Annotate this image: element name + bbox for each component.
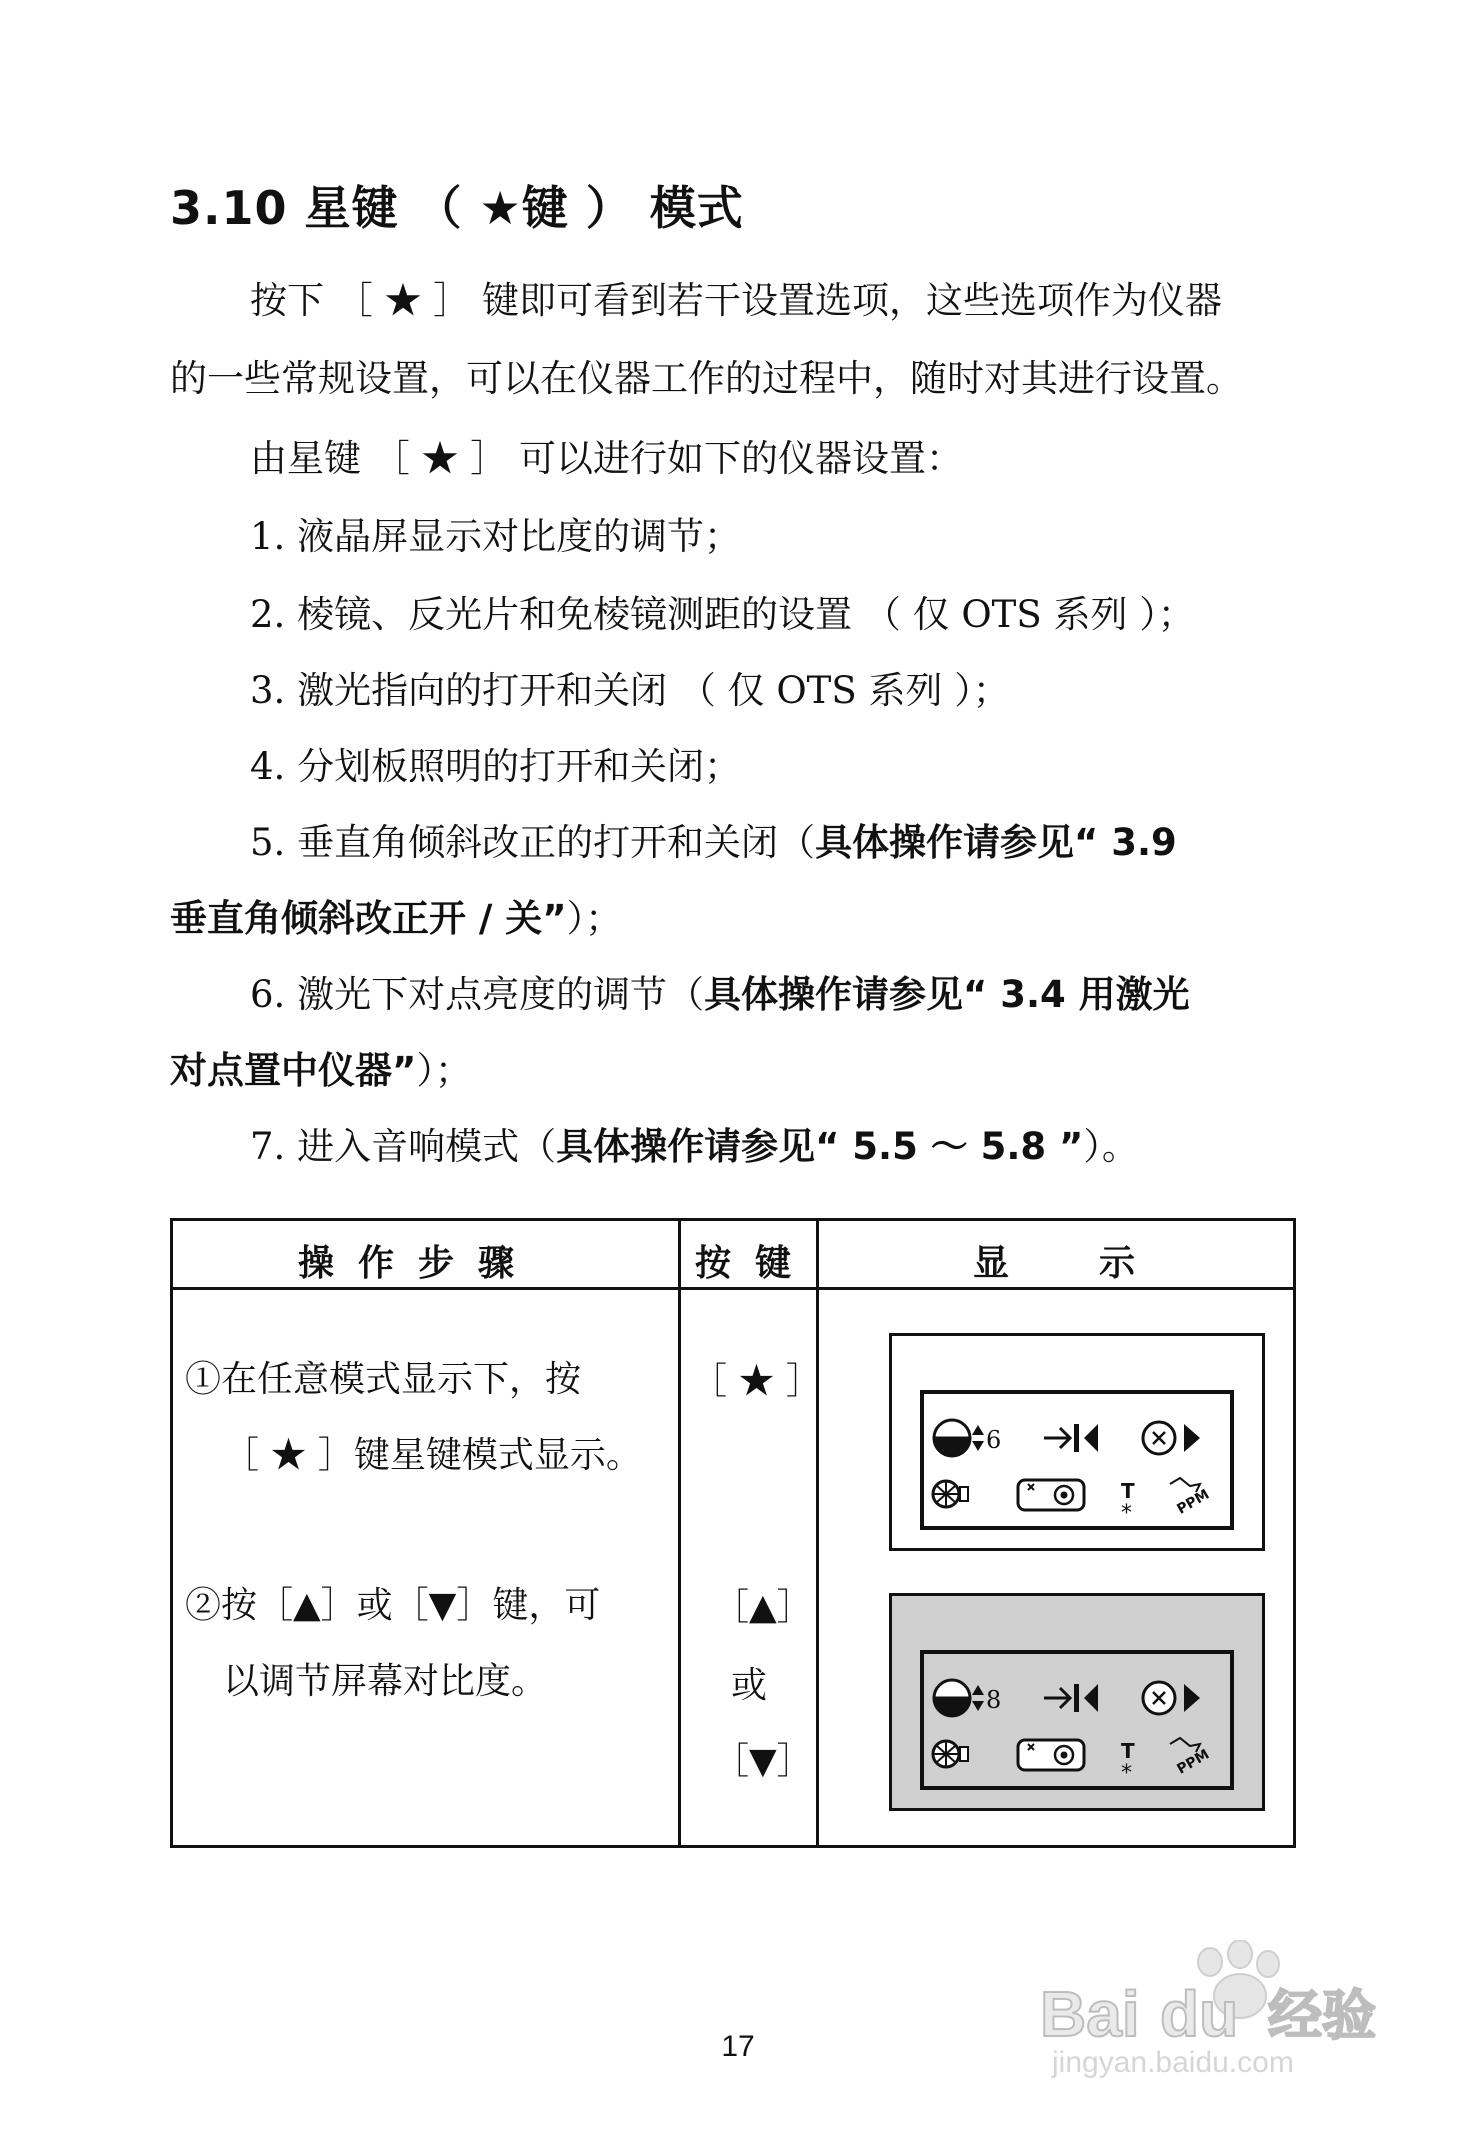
- list-item-6-line-2: [170, 1040, 472, 1094]
- list-item-5-reference: 具体操作请参见“ 3.9: [815, 821, 1177, 864]
- key-up: ［▲］: [713, 1587, 813, 1628]
- operation-table: [170, 1218, 1296, 1848]
- lcd-panel: [920, 1650, 1234, 1790]
- list-item-5-line-2: [170, 888, 622, 942]
- table-divider: [816, 1221, 819, 1845]
- intro-line-3: 由星键 ［ ★ ］ 可以进行如下的仪器设置：: [250, 437, 964, 480]
- list-item-6-reference: 具体操作请参见“ 3.4 用激光: [704, 973, 1190, 1016]
- reticle-illumination-icon: [933, 1481, 968, 1507]
- contrast-value: 8: [986, 1686, 1002, 1714]
- step-1-line-2: ［ ★ ］键星键模式显示。: [223, 1435, 642, 1476]
- prism-icon: [1018, 1480, 1084, 1510]
- ppm-label: PPM: [1174, 1486, 1213, 1518]
- list-item-3: 3. 激光指向的打开和关闭 （ 仅 OTS 系列 ）；: [250, 669, 1010, 712]
- header-steps: 操作步骤: [298, 1243, 539, 1284]
- prism-icon: [1018, 1740, 1084, 1770]
- list-item-7-reference: 具体操作请参见“ 5.5 ～ 5.8 ”: [556, 1125, 1084, 1168]
- intro-line-1: 按下 ［ ★ ］ 键即可看到若干设置选项，这些选项作为仪器: [250, 279, 1223, 322]
- ppm-icon: [1170, 1478, 1212, 1518]
- list-item-5-text: 5. 垂直角倾斜改正的打开和关闭（: [250, 821, 816, 864]
- list-item-5-reference-cont: 垂直角倾斜改正开 / 关”: [170, 897, 567, 940]
- table-divider: [678, 1221, 681, 1845]
- header-display: 显示: [973, 1243, 1226, 1284]
- contrast-icon: [934, 1680, 984, 1716]
- list-item-6-line-1: [250, 964, 1190, 1018]
- key-or: 或: [731, 1665, 768, 1706]
- step-2-line-1: ②按［▲］或［▼］键，可: [185, 1585, 601, 1626]
- page-number: 17: [721, 2030, 755, 2063]
- lcd-icons: [924, 1654, 1230, 1786]
- step-1-line-1: ①在任意模式显示下，按: [185, 1359, 582, 1400]
- section-heading: 3.10 星键 （ ★键 ） 模式: [170, 181, 744, 235]
- ppm-label: PPM: [1174, 1746, 1213, 1778]
- step-2-line-2: 以调节屏幕对比度。: [223, 1661, 548, 1702]
- measure-mode-icon: [1044, 1684, 1098, 1712]
- display-screen-normal: [889, 1333, 1265, 1551]
- list-item-6-text: 6. 激光下对点亮度的调节（: [250, 973, 705, 1016]
- laser-pointer-icon: [1143, 1682, 1200, 1714]
- tilt-star: *: [1121, 1501, 1132, 1526]
- list-item-4: 4. 分划板照明的打开和关闭；: [250, 745, 742, 788]
- list-item-2: 2. 棱镜、反光片和免棱镜测距的设置 （ 仅 OTS 系列 ）；: [250, 593, 1195, 636]
- list-item-7-text: 7. 进入音响模式（: [250, 1125, 557, 1168]
- watermark-brand: Bai: [1040, 1978, 1140, 2050]
- ppm-icon: [1170, 1738, 1212, 1778]
- key-star: ［ ★ ］: [691, 1361, 822, 1402]
- list-item-7-end: ）。: [1083, 1125, 1139, 1168]
- list-item-5-line-1: [250, 812, 1177, 866]
- reticle-illumination-icon: [933, 1741, 968, 1767]
- tilt-star: *: [1121, 1761, 1132, 1786]
- list-item-5-end: ）；: [566, 897, 623, 940]
- watermark-brand-2: du: [1160, 1978, 1239, 2050]
- tilt-label: T: [1121, 1739, 1135, 1763]
- display-screen-contrast: [889, 1593, 1265, 1811]
- laser-pointer-icon: [1143, 1422, 1200, 1454]
- contrast-value: 6: [986, 1426, 1002, 1454]
- key-down: ［▼］: [713, 1741, 813, 1782]
- header-keys: 按键: [695, 1243, 816, 1284]
- tilt-label: T: [1121, 1479, 1135, 1503]
- intro-line-2: 的一些常规设置，可以在仪器工作的过程中，随时对其进行设置。: [170, 357, 1243, 400]
- baidu-logo: [1040, 1940, 1400, 2080]
- tilt-icon: [1121, 1739, 1135, 1786]
- list-item-7: [250, 1116, 1139, 1170]
- watermark-url: jingyan.baidu.com: [1052, 2046, 1294, 2079]
- lcd-icons: [924, 1394, 1230, 1526]
- baidu-watermark: [1040, 1940, 1400, 2080]
- list-item-6-reference-cont: 对点置中仪器”: [170, 1049, 417, 1092]
- list-item-6-end: ）；: [416, 1049, 472, 1092]
- measure-mode-icon: [1044, 1424, 1098, 1452]
- lcd-panel: [920, 1390, 1234, 1530]
- list-item-1: 1. 液晶屏显示对比度的调节；: [250, 515, 742, 558]
- contrast-icon: [934, 1420, 984, 1456]
- watermark-suffix: 经验: [1268, 1984, 1376, 2047]
- tilt-icon: [1121, 1479, 1135, 1526]
- table-header-divider: [173, 1287, 1293, 1290]
